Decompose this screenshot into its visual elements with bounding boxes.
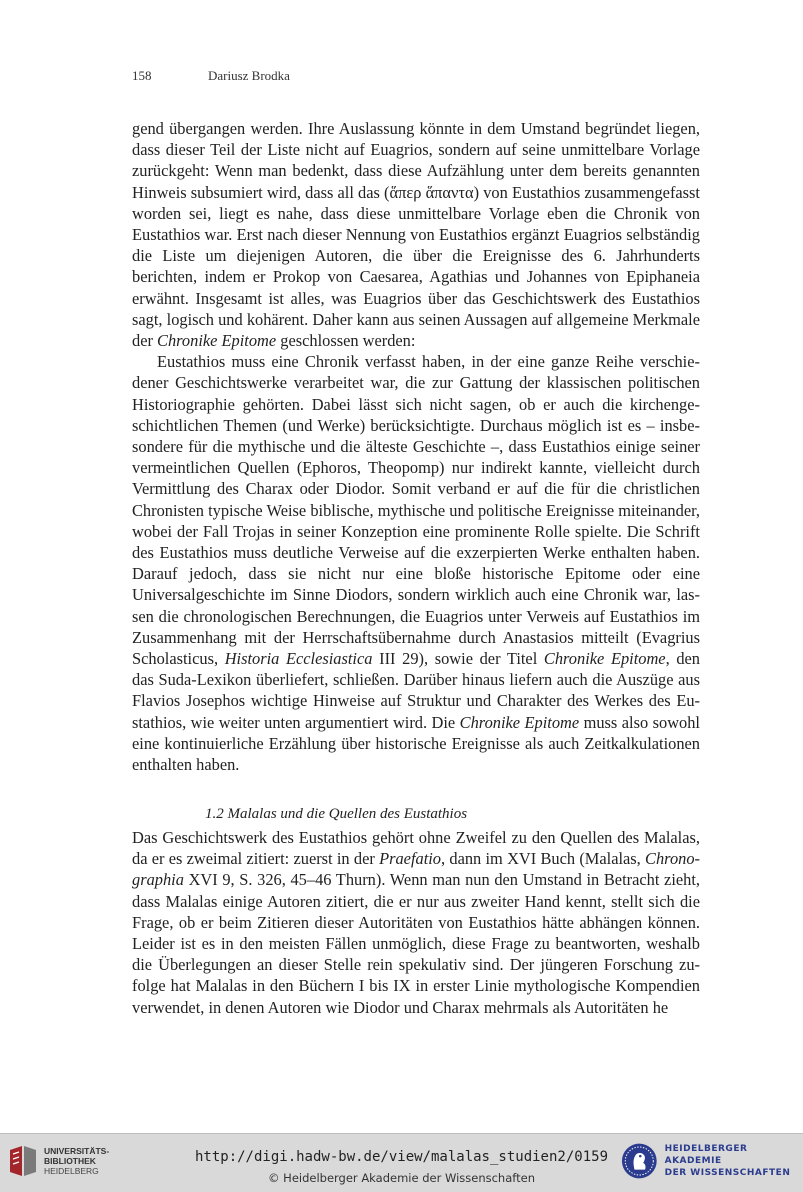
- academy-text: [665, 1143, 803, 1179]
- paragraph-2-text-b: III 29), sowie der Titel: [372, 649, 544, 669]
- body-text-upper: [132, 118, 700, 775]
- ub-line-3: HEIDELBERG: [44, 1166, 99, 1176]
- paragraph-2-text-d: muss also sowohl eine kontinuierliche Erzählung über historische Ereignisse als auch Zeitkalkulationen enthalten haben.: [132, 712, 700, 775]
- paragraph-2-italic-2: Chronike Epitome: [543, 649, 666, 669]
- page-number: 158: [132, 68, 152, 83]
- paragraph-1-text: gend übergangen werden. Ihre Auslassung könnte in dem Umstand begründet liegen, dass dieser Teil der Liste nicht auf Euagrios, sondern auf seine unmittelbare Vorlage zurückgeht: Wenn man bedenkt, dass diese Aufzählung unter dem bereits genannten Hinweis subsumiert wird, dass all das (ἅπερ ἅπαντα) von Eustathios zusammengefasst worden sei, liegt es nahe, dass diese unmittelbare Vorlage eben die Chronik von Eustathios war. Erst nach dieser Nennung von Eustathios ergänzt Euagrios selbständig die Liste um diejenigen Autoren, die über die Ereignisse des 6. Jahrhunderts berichten, indem er Prokop von Caesarea, Agathias und Johannes von Epiphaneia erwähnt. Insgesamt ist alles, was Euagrios über das Geschichtswerk des Eustathios sagt, logisch und kohärent. Daher kann aus seinen Aussagen auf allgemeine Merkmale der: [132, 119, 700, 351]
- paragraph-3-italic-2: Chronographia: [132, 849, 700, 890]
- paragraph-3-text-a: Das Geschichtswerk des Eustathios gehört ohne Zweifel zu den Quellen des Malalas, da er es zweimal zitiert: zuerst in der: [132, 828, 700, 869]
- footer-bar: [0, 1133, 803, 1192]
- paragraph-2-italic-3: Chronike Epitome: [459, 712, 580, 732]
- paragraph-3-text-c: XVI 9, S. 326, 45–46 Thurn). Wenn man nun den Umstand in Betracht zieht, dass Malalas einige Autoren zitiert, die er nur aus zweiter Hand kennt, stellt sich die Frage, ob er beim Zitieren dieser Autoritäten von Eustathios hätte abhängen können. Leider ist es in den meisten Fällen unmöglich, diese Frage zu beantworten, weshalb die Überlegungen an dieser Stelle rein spekulativ sind. Der jüngeren Forschung zufolge hat Malalas in den Büchern I bis IX in erster Linie mythologische Kompendien verwendet, in denen Autoren wie Diodor und Charax mehrmals als Autoritäten he: [132, 870, 700, 1017]
- ub-line-2: BIBLIOTHEK: [44, 1156, 96, 1166]
- paragraph-1: [132, 118, 700, 351]
- running-header: [132, 68, 290, 84]
- copyright-notice: © Heidelberger Akademie der Wissenschaften: [268, 1171, 535, 1185]
- academy-line-1: HEIDELBERGER AKADEMIE: [664, 1144, 748, 1166]
- paragraph-3-text-b: , dann im XVI Buch (Malalas,: [441, 849, 646, 869]
- paragraph-3-italic-1: Praefatio: [379, 849, 442, 869]
- body-text-lower: [132, 827, 700, 1018]
- paragraph-2-text-a: Eustathios muss eine Chronik verfasst haben, in der eine ganze Reihe verschiedener Geschichtswerke verarbeitet war, die zur Gattung der klassischen politischen Historiographie gehörten. Dabei lässt sich nicht sagen, ob er auch die kirchengeschichtlichen Themen (und Werke) berücksichtigte. Durchaus möglich ist es – insbesondere für die mythische und die älteste Geschichte –, dass Eustathios einige seiner vermeintlichen Quellen (Ephoros, Theopomp) nur indirekt kannte, vielleicht durch Vermittlung des Charax oder Diodor. Somit verband er auf die für die christlichen Chronisten typische Weise biblische, mythische und politische Ereignisse miteinander, wobei der Fall Trojas in seiner Konzeption eine prominente Rolle spielte. Die Schrift des Eustathios muss deutliche Verweise auf die exzerpierten Werke enthalten haben. Darauf jedoch, dass sie nicht nur eine bloße historische Epitome oder eine Universalgeschichte im Sinne Diodors, sondern wirklich auch eine Chronik war, lassen die chronologischen Berechnungen, die Euagrios unter Verweis auf Eustathios im Zusammenhang mit der Herrschaftsübernahme durch Anastasios mitteilt (Evagrius Scholasticus,: [132, 352, 700, 669]
- academy-logo[interactable]: [620, 1141, 803, 1181]
- paragraph-1-end: geschlossen werden:: [276, 331, 416, 351]
- running-header-author: Dariusz Brodka: [208, 68, 290, 83]
- paragraph-2: [132, 351, 700, 775]
- paragraph-2-italic-1: Historia Ecclesiastica: [224, 649, 373, 669]
- permalink-url[interactable]: http://digi.hadw-bw.de/view/malalas_studien2/0159: [194, 1149, 608, 1165]
- academy-seal-icon: [620, 1141, 659, 1181]
- section-heading: 1.2 Malalas und die Quellen des Eustathios: [205, 806, 468, 822]
- paragraph-1-title-italic: Chronike Epitome: [157, 331, 277, 351]
- paragraph-2-text-c: , den das Suda-Lexikon überliefert, schließen. Darüber hinaus liefern auch die Auszüge aus Flavios Josephos wichtige Hinweise auf Struktur und Charakter des Werkes des Eustathios, wie weiter unten argumentiert wird. Die: [132, 649, 700, 732]
- paragraph-3: [132, 827, 700, 1018]
- ub-line-1: UNIVERSITÄTS-: [44, 1146, 110, 1156]
- academy-line-2: DER WISSENSCHAFTEN: [664, 1168, 791, 1178]
